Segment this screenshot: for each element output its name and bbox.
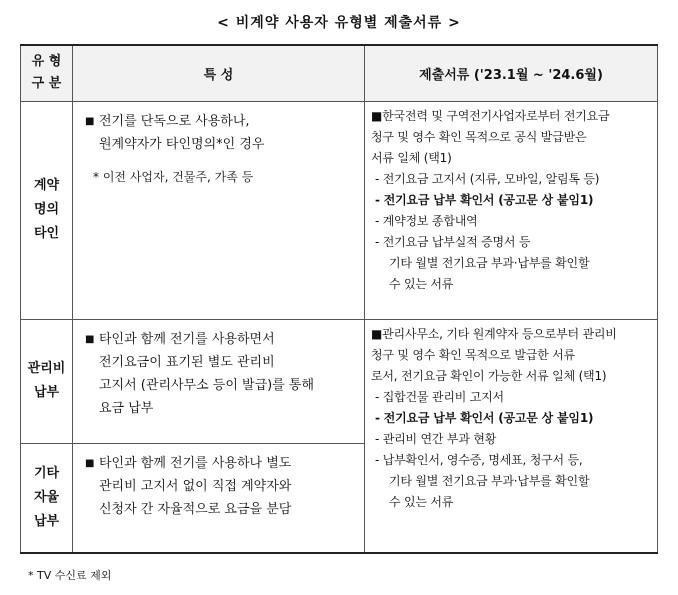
features-header: 특 성 <box>73 45 365 101</box>
type-cell <box>21 101 73 319</box>
feature-text: 관리비 고지서 없이 직접 계약자와 <box>99 478 292 494</box>
feature-note: * 이전 사업자, 건물주, 가족 등 <box>93 169 254 184</box>
type-label: 납부 <box>33 385 60 400</box>
feature-text: 신청자 간 자율적으로 요금을 분담 <box>99 501 292 517</box>
type-label: 타인 <box>33 226 60 241</box>
document-item: - 전기요금 납부 확인서 (공고문 상 붙임1) <box>375 192 594 207</box>
feature-text: 원계약자가 타인명의*인 경우 <box>99 136 265 152</box>
document-table <box>20 44 658 554</box>
type-label: 명의 <box>33 202 60 217</box>
document-item: - 전기요금 고지서 (지류, 모바일, 알림톡 등) <box>375 171 600 186</box>
type-label: 계약 <box>33 178 60 193</box>
type-header-line1: 유 형 <box>31 54 62 70</box>
feature-cell <box>73 319 365 443</box>
documents-intro: 로서, 전기요금 확인이 가능한 서류 일체 (택1) <box>371 368 607 383</box>
header-row <box>21 45 658 101</box>
document-item: - 관리비 연간 부과 현황 <box>375 431 497 446</box>
type-label: 기타 <box>33 465 60 481</box>
feature-text: 전기를 단독으로 사용하나, <box>99 113 250 129</box>
type-cell <box>21 319 73 443</box>
type-cell <box>21 443 73 553</box>
type-label: 납부 <box>33 513 60 529</box>
square-bullet-icon: ■ <box>85 457 95 469</box>
document-item: - 납부확인서, 영수증, 명세표, 청구서 등, <box>375 452 583 467</box>
table-row <box>21 101 658 319</box>
page-title: < 비계약 사용자 유형별 제출서류 > <box>217 15 461 31</box>
documents-tail: 수 있는 서류 <box>389 276 454 291</box>
documents-header: 제출서류 ('23.1월 ~ '24.6월) <box>365 45 658 101</box>
feature-text: 전기요금이 표기된 별도 관리비 <box>99 354 275 370</box>
square-bullet-icon: ■ <box>85 115 95 127</box>
documents-tail: 수 있는 서류 <box>389 494 454 509</box>
document-item: - 전기요금 납부실적 증명서 등 <box>375 234 531 249</box>
documents-intro: 서류 일체 (택1) <box>371 150 452 165</box>
feature-text: 고지서 (관리사무소 등이 발급)를 통해 <box>99 377 315 393</box>
feature-cell <box>73 101 365 319</box>
table-row <box>21 319 658 443</box>
type-header-line2: 구 분 <box>31 76 62 92</box>
feature-cell <box>73 443 365 553</box>
documents-intro: ■관리사무소, 기타 원계약자 등으로부터 관리비 <box>371 326 617 341</box>
type-label: 관리비 <box>27 361 66 376</box>
documents-cell <box>365 319 658 553</box>
document-item: - 전기요금 납부 확인서 (공고문 상 붙임1) <box>375 410 594 425</box>
feature-text: 타인과 함께 전기를 사용하나 별도 <box>99 455 292 471</box>
documents-cell <box>365 101 658 319</box>
square-bullet-icon: ■ <box>85 333 95 345</box>
document-item: - 집합건물 관리비 고지서 <box>375 389 504 404</box>
document-item: - 계약정보 종합내역 <box>375 213 478 228</box>
type-header <box>21 45 73 101</box>
type-label: 자율 <box>33 489 60 505</box>
feature-text: 요금 납부 <box>99 400 154 416</box>
feature-text: 타인과 함께 전기를 사용하면서 <box>99 331 275 347</box>
documents-intro: 청구 및 영수 확인 목적으로 발급한 서류 <box>371 347 575 362</box>
documents-tail: 기타 월별 전기요금 부과·납부를 확인할 <box>389 473 590 488</box>
documents-intro: ■한국전력 및 구역전기사업자로부터 전기요금 <box>371 108 610 123</box>
documents-intro: 청구 및 영수 확인 목적으로 공식 발급받은 <box>371 129 587 144</box>
footnote: * TV 수신료 제외 <box>28 569 112 582</box>
documents-tail: 기타 월별 전기요금 부과·납부를 확인할 <box>389 255 590 270</box>
